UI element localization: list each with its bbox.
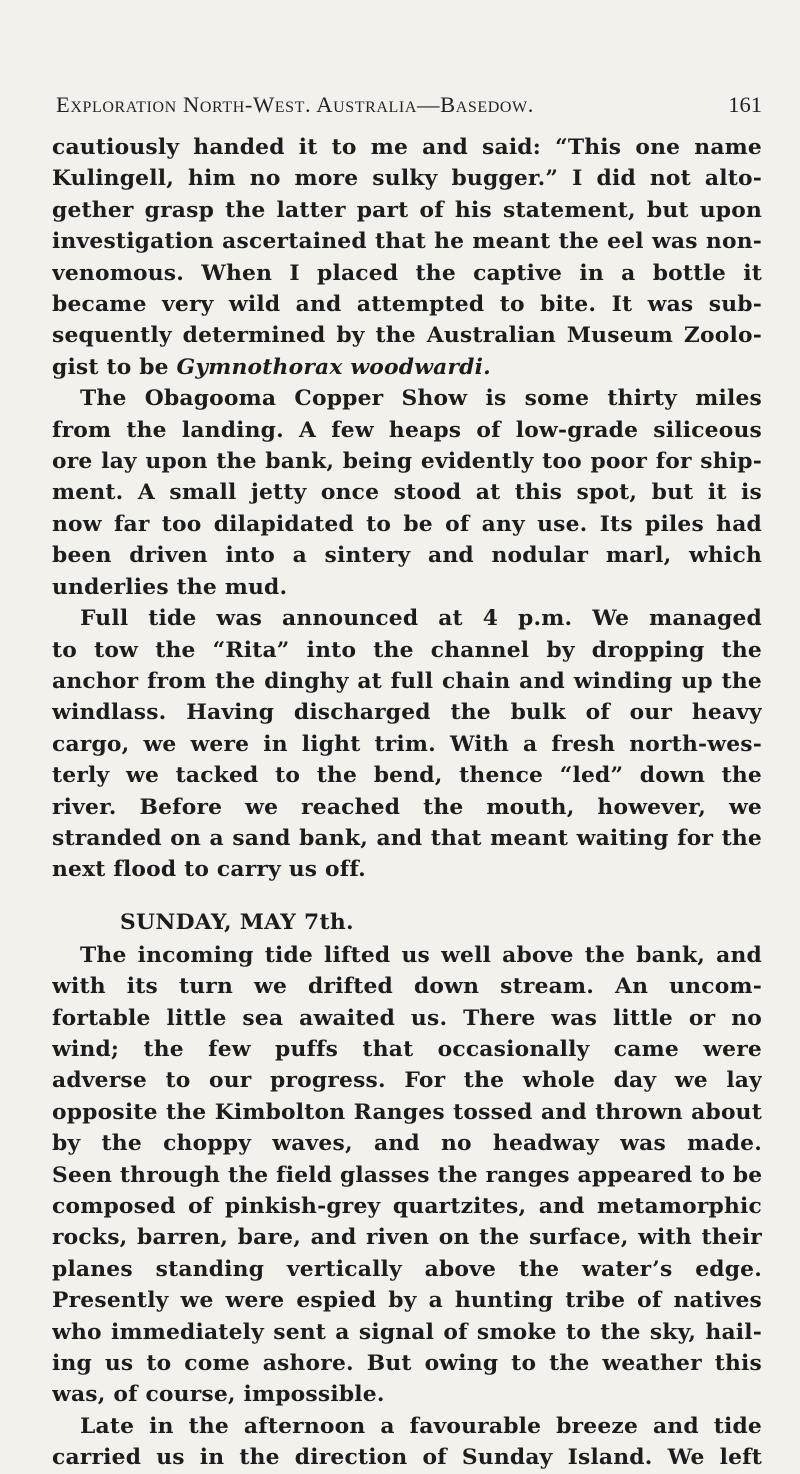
book-page xyxy=(52,92,762,1474)
paragraph-1 xyxy=(52,132,762,383)
text-line: ing us to come ashore. But owing to the weather this xyxy=(52,1351,762,1377)
running-head xyxy=(56,92,762,118)
text-line: wind; the few puffs that occasionally came were xyxy=(52,1036,762,1062)
text-line: planes standing vertically above the water’s edge. xyxy=(52,1256,762,1282)
text-line: ment. A small jetty once stood at this spot, but it is xyxy=(52,480,762,506)
paragraph-4 xyxy=(52,940,762,1411)
text-line: opposite the Kimbolton Ranges tossed and thrown about xyxy=(52,1099,762,1125)
text-line: Late in the afternoon a favourable breeze and tide xyxy=(80,1413,762,1439)
text-line: ore lay upon the bank, being evidently too poor for ship- xyxy=(52,449,762,475)
text-line: fortable little sea awaited us. There was little or no xyxy=(52,1005,762,1031)
text-line: rocks, barren, bare, and riven on the surface, with their xyxy=(52,1225,762,1251)
text-line: been driven into a sintery and nodular marl, which xyxy=(52,543,762,569)
text-line: The Obagooma Copper Show is some thirty miles xyxy=(80,386,762,412)
text-line: Presently we were espied by a hunting tribe of natives xyxy=(52,1288,762,1314)
text-line: by the choppy waves, and no headway was made. xyxy=(52,1131,762,1157)
text-line: anchor from the dinghy at full chain and winding up the xyxy=(52,668,762,694)
paragraph-5 xyxy=(52,1411,762,1474)
text-line: windlass. Having discharged the bulk of our heavy xyxy=(52,700,762,726)
text-line: terly we tacked to the bend, thence “led” down the xyxy=(52,763,762,789)
text-line: cargo, we were in light trim. With a fresh north-wes- xyxy=(52,731,762,757)
text-line: was, of course, impossible. xyxy=(52,1382,385,1408)
text-line: composed of pinkish-grey quartzites, and metamorphic xyxy=(52,1194,762,1219)
text-line: gether grasp the latter part of his statement, but upon xyxy=(52,197,762,223)
date-heading: SUNDAY, MAY 7th. xyxy=(120,909,354,935)
text-line: stranded on a sand bank, and that meant waiting for the xyxy=(52,825,762,851)
running-head-title: Exploration North-West. Australia—Basedow. xyxy=(56,92,534,117)
text-line: sequently determined by the Australian Museum Zoolo- xyxy=(52,323,762,349)
text-line: became very wild and attempted to bite. It was sub- xyxy=(52,292,762,318)
text-line: Kulingell, him no more sulky bugger.” I did not alto- xyxy=(52,166,762,192)
text-line: underlies the mud. xyxy=(52,574,288,600)
text-line: who immediately sent a signal of smoke to the sky, hail- xyxy=(52,1319,762,1345)
text-line xyxy=(52,352,762,383)
text-line: carried us in the direction of Sunday Island. We left xyxy=(52,1445,762,1471)
text-line: river. Before we reached the mouth, however, we xyxy=(52,794,762,820)
text-line: The incoming tide lifted us well above the bank, and xyxy=(80,942,762,968)
text-line: Full tide was announced at 4 p.m. We managed xyxy=(80,606,762,632)
text-line: adverse to our progress. For the whole day we lay xyxy=(52,1068,762,1094)
text-line: investigation ascertained that he meant the eel was non- xyxy=(52,229,762,255)
text-line: to tow the “Rita” into the channel by dropping the xyxy=(52,637,762,663)
text-line: from the landing. A few heaps of low-grade siliceous xyxy=(52,417,762,443)
text-line: Seen through the field glasses the ranges appeared to be xyxy=(52,1162,762,1188)
text-line: now far too dilapidated to be of any use. Its piles had xyxy=(52,511,762,537)
page-number: 161 xyxy=(728,92,762,117)
text-fragment: gist to be xyxy=(52,354,177,380)
paragraph-2 xyxy=(52,383,762,603)
text-line: next flood to carry us off. xyxy=(52,857,366,883)
text-line: with its turn we drifted down stream. An uncom- xyxy=(52,974,762,1000)
text-line: venomous. When I placed the captive in a bottle it xyxy=(52,260,762,286)
species-name: Gymnothorax woodwardi. xyxy=(176,354,491,380)
paragraph-3 xyxy=(52,603,762,886)
text-line: cautiously handed it to me and said: “This one name xyxy=(52,135,762,160)
